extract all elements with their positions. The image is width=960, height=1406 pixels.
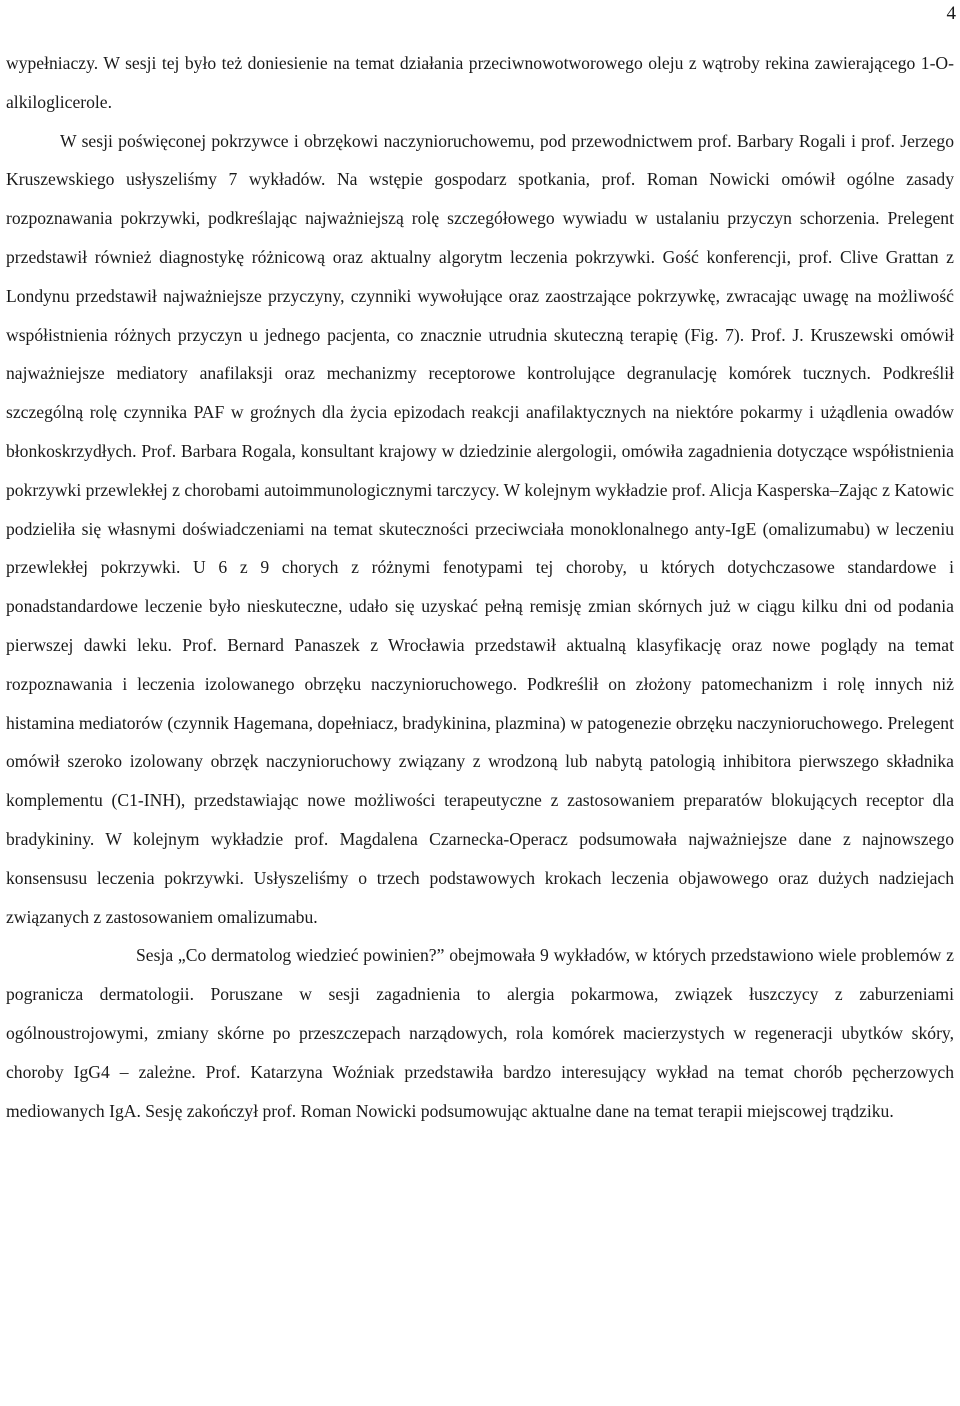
paragraph-dermatology-session: Sesja „Co dermatolog wiedzieć powinien?” obejmowała 9 wykładów, w których przedstawiono wiele problemów z pogranicza dermatologii. Poruszane w sesji zagadnienia to alergia pokarmowa, związek łuszczycy z zaburzeniami ogólnoustrojowymi, zmiany skórne po przeszczepach narządowych, rola komórek macierzystych w regeneracji ubytków skóry, choroby IgG4 – zależne. Prof. Katarzyna Woźniak przedstawiła bardzo interesujący wykład na temat chorób pęcherzowych mediowanych IgA. Sesję zakończył prof. Roman Nowicki podsumowując aktualne dane na temat terapii miejscowej trądziku. [6, 945, 954, 1121]
paragraph-urticaria-session: W sesji poświęconej pokrzywce i obrzękowi naczynioruchowemu, pod przewodnictwem prof. Barbary Rogali i prof. Jerzego Kruszewskiego usłyszeliśmy 7 wykładów. Na wstępie gospodarz spotkania, prof. Roman Nowicki omówił ogólne zasady rozpoznawania pokrzywki, podkreślając najważniejszą rolę szczegółowego wywiadu w ustalaniu przyczyn schorzenia. Prelegent przedstawił również diagnostykę różnicową oraz aktualny algorytm leczenia pokrzywki. Gość konferencji, prof. Clive Grattan z Londynu przedstawił najważniejsze przyczyny, czynniki wywołujące oraz zaostrzające pokrzywkę, zwracając uwagę na możliwość współistnienia różnych przyczyn u jednego pacjenta, co znacznie utrudnia skuteczną terapię (Fig. 7). Prof. J. Kruszewski omówił najważniejsze mediatory anafilaksji oraz mechanizmy receptorowe kontrolujące degranulację komórek tucznych. Podkreślił szczególną rolę czynnika PAF w groźnych dla życia epizodach reakcji anafilaktycznych na niektóre pokarmy i użądlenia owadów błonkoskrzydłych. Prof. Barbara Rogala, konsultant krajowy w dziedzinie alergologii, omówiła zagadnienia dotyczące współistnienia pokrzywki przewlekłej z chorobami autoimmunologicznymi tarczycy. W kolejnym wykładzie prof. Alicja Kasperska–Zając z Katowic podzieliła się własnymi doświadczeniami na temat skuteczności przeciwciała monoklonalnego anty-IgE (omalizumabu) w leczeniu przewlekłej pokrzywki. U 6 z 9 chorych z różnymi fenotypami tej choroby, u których dotychczasowe standardowe i ponadstandardowe leczenie było nieskuteczne, udało się uzyskać pełną remisję zmian skórnych już w ciągu kilku dni od podania pierwszej dawki leku. Prof. Bernard Panaszek z Wrocławia przedstawił aktualną klasyfikację oraz nowe poglądy na temat rozpoznawania i leczenia izolowanego obrzęku naczynioruchowego. Podkreślił on złożony patomechanizm i rolę innych niż histamina mediatorów (czynnik Hagemana, dopełniacz, bradykinina, plazmina) w patogenezie obrzęku naczynioruchowego. Prelegent omówił szeroko izolowany obrzęk naczynioruchowy związany z wrodzoną lub nabytą patologią inhibitora pierwszego składnika komplementu (C1-INH), przedstawiając nowe możliwości terapeutyczne z zastosowaniem preparatów blokujących receptor dla bradykininy. W kolejnym wykładzie prof. Magdalena Czarnecka-Operacz podsumowała najważniejsze dane z najnowszego konsensusu leczenia pokrzywki. Usłyszeliśmy o trzech podstawowych krokach leczenia objawowego oraz dużych nadziejach związanych z zastosowaniem omalizumabu. [6, 130, 954, 927]
page-number: 4 [946, 3, 956, 24]
document-body [6, 44, 954, 1130]
paragraph-intro: wypełniaczy. W sesji tej było też doniesienie na temat działania przeciwnowotworowego oleju z wątroby rekina zawierającego 1-O-alkiloglicerole. [6, 53, 954, 112]
